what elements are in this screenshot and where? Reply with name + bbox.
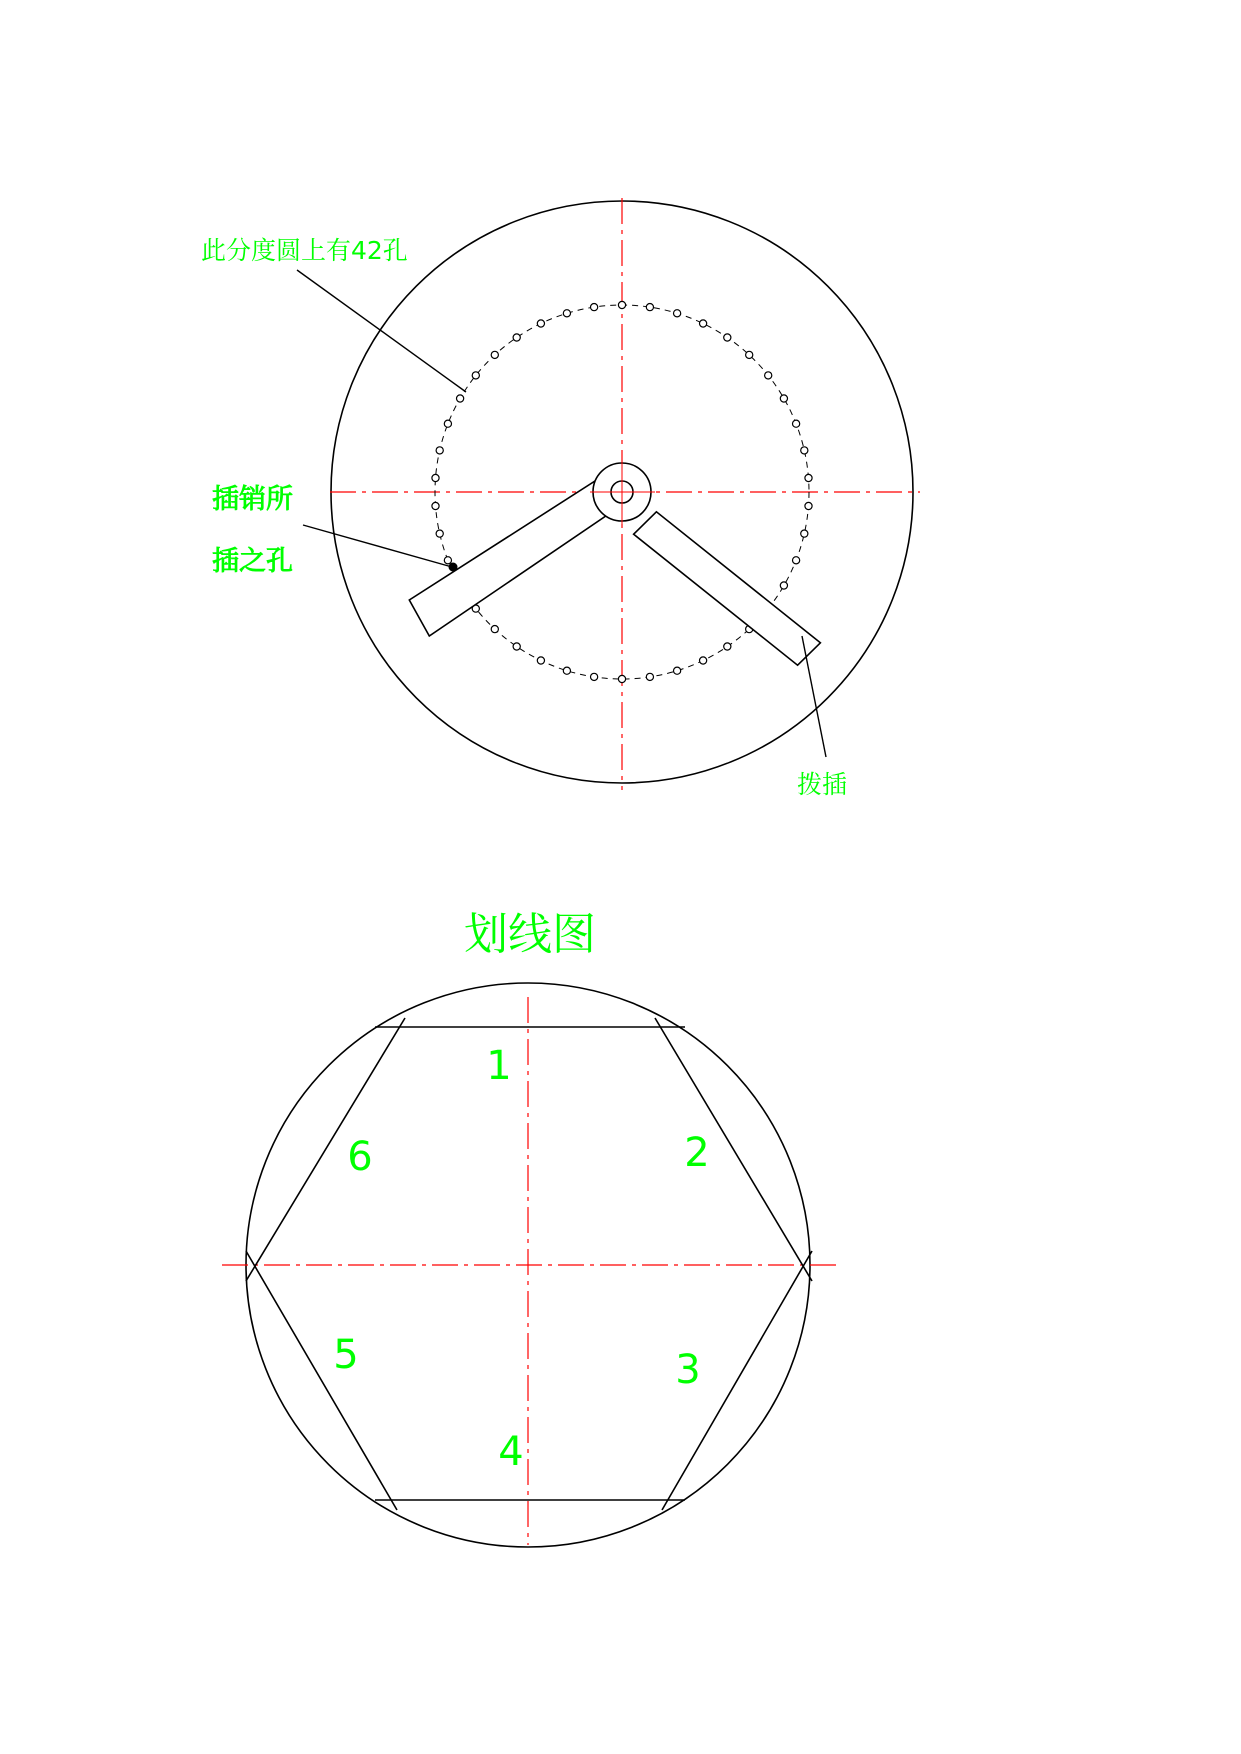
index-hole [793, 557, 800, 564]
index-hole [537, 657, 544, 664]
dividing-plate-view [201, 198, 920, 799]
index-hole [646, 304, 653, 311]
flat-6 [246, 1018, 405, 1281]
hexagon-outline [246, 1018, 812, 1510]
marking-diagram [222, 909, 840, 1547]
index-hole [591, 673, 598, 680]
index-hole [780, 395, 787, 402]
index-hole [472, 372, 479, 379]
index-hole [591, 304, 598, 311]
index-hole [724, 643, 731, 650]
index-hole [724, 334, 731, 341]
index-hole [513, 643, 520, 650]
sector-arm-label: 拨插 [797, 770, 848, 799]
index-hole [432, 502, 439, 509]
index-hole [537, 320, 544, 327]
index-hole [780, 582, 787, 589]
face-number-6: 6 [347, 1134, 373, 1180]
face-number-1: 1 [486, 1043, 512, 1089]
leader-pin-hole [303, 525, 452, 567]
face-number-3: 3 [675, 1347, 701, 1393]
index-hole [700, 657, 707, 664]
marking-diagram-title: 划线图 [464, 909, 596, 960]
index-hole [618, 675, 625, 682]
leader-index-circle [297, 270, 466, 392]
index-hole [765, 372, 772, 379]
index-hole [805, 502, 812, 509]
flat-2 [655, 1018, 812, 1281]
index-hole [444, 420, 451, 427]
index-hole [563, 310, 570, 317]
pin-hole-marker [449, 563, 458, 572]
index-hole [491, 351, 498, 358]
index-hole [457, 395, 464, 402]
face-number-5: 5 [333, 1332, 359, 1378]
index-hole [674, 310, 681, 317]
index-hole [513, 334, 520, 341]
index-hole [618, 301, 625, 308]
index-hole [436, 447, 443, 454]
index-hole [444, 557, 451, 564]
index-hole [801, 530, 808, 537]
pin-hole-label-line2: 插之孔 [212, 546, 293, 577]
index-hole [793, 420, 800, 427]
index-circle-label: 此分度圆上有42孔 [201, 236, 408, 265]
index-hole [491, 626, 498, 633]
index-hole [746, 351, 753, 358]
sector-arm-right [634, 512, 821, 665]
index-hole [432, 474, 439, 481]
index-hole [700, 320, 707, 327]
index-hole [805, 474, 812, 481]
face-number-4: 4 [498, 1429, 524, 1475]
leader-sector-arm [802, 636, 826, 757]
flat-5 [246, 1251, 397, 1510]
index-hole [436, 530, 443, 537]
pin-hole-label-line1: 插销所 [212, 484, 293, 515]
index-hole [801, 447, 808, 454]
sector-arm-left [409, 480, 614, 636]
face-number-2: 2 [684, 1130, 710, 1176]
index-hole [563, 667, 570, 674]
index-hole [646, 673, 653, 680]
index-hole [674, 667, 681, 674]
